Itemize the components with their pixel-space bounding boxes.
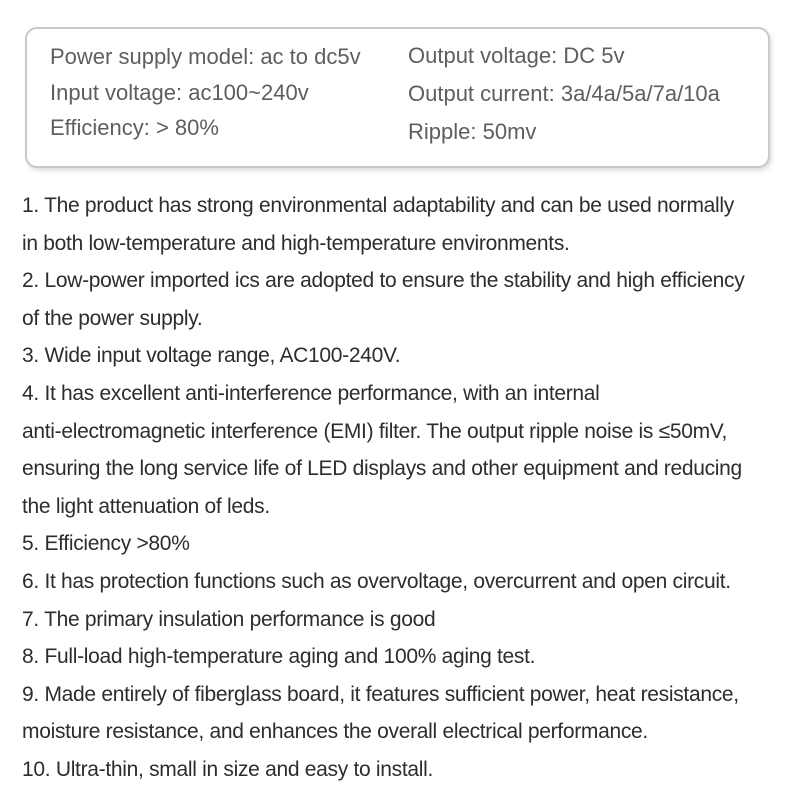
spec-power-supply-model: Power supply model: ac to dc5v (50, 44, 361, 69)
spec-output-voltage: Output voltage: DC 5v (408, 43, 625, 68)
spec-column-right (408, 29, 768, 166)
feature-9-line-1: 9. Made entirely of fiberglass board, it features sufficient power, heat resistance, (22, 682, 739, 706)
feature-1-line-2: in both low-temperature and high-temperature environments. (22, 231, 570, 255)
feature-4-line-4: the light attenuation of leds. (22, 494, 270, 518)
feature-7-line-1: 7. The primary insulation performance is good (22, 607, 436, 631)
feature-4-line-3: ensuring the long service life of LED displays and other equipment and reducing (22, 457, 742, 481)
feature-6-line-1: 6. It has protection functions such as overvoltage, overcurrent and open circuit. (22, 569, 731, 593)
feature-2-line-2: of the power supply. (22, 306, 203, 330)
feature-4-line-1: 4. It has excellent anti-interference performance, with an internal (22, 381, 600, 405)
feature-4-line-2: anti-electromagnetic interference (EMI) filter. The output ripple noise is ≤50mV, (22, 419, 728, 443)
spec-input-voltage: Input voltage: ac100~240v (50, 79, 309, 105)
spec-output-current: Output current: 3a/4a/5a/7a/10a (408, 81, 720, 106)
spec-efficiency: Efficiency: > 80% (50, 115, 219, 140)
feature-8-line-1: 8. Full-load high-temperature aging and 100% aging test. (22, 645, 536, 669)
spec-summary-box (25, 27, 770, 168)
feature-5-line-1: 5. Efficiency >80% (22, 532, 190, 556)
feature-9-line-2: moisture resistance, and enhances the overall electrical performance. (22, 720, 648, 744)
spec-ripple: Ripple: 50mv (408, 119, 537, 144)
feature-10-line-1: 10. Ultra-thin, small in size and easy to install. (22, 757, 434, 781)
feature-1-line-1: 1. The product has strong environmental adaptability and can be used normally (22, 194, 734, 217)
spec-column-left (27, 29, 408, 166)
feature-2-line-1: 2. Low-power imported ics are adopted to ensure the stability and high efficiency (22, 269, 745, 293)
feature-3-line-1: 3. Wide input voltage range, AC100-240V. (22, 344, 401, 368)
feature-list (22, 187, 800, 789)
